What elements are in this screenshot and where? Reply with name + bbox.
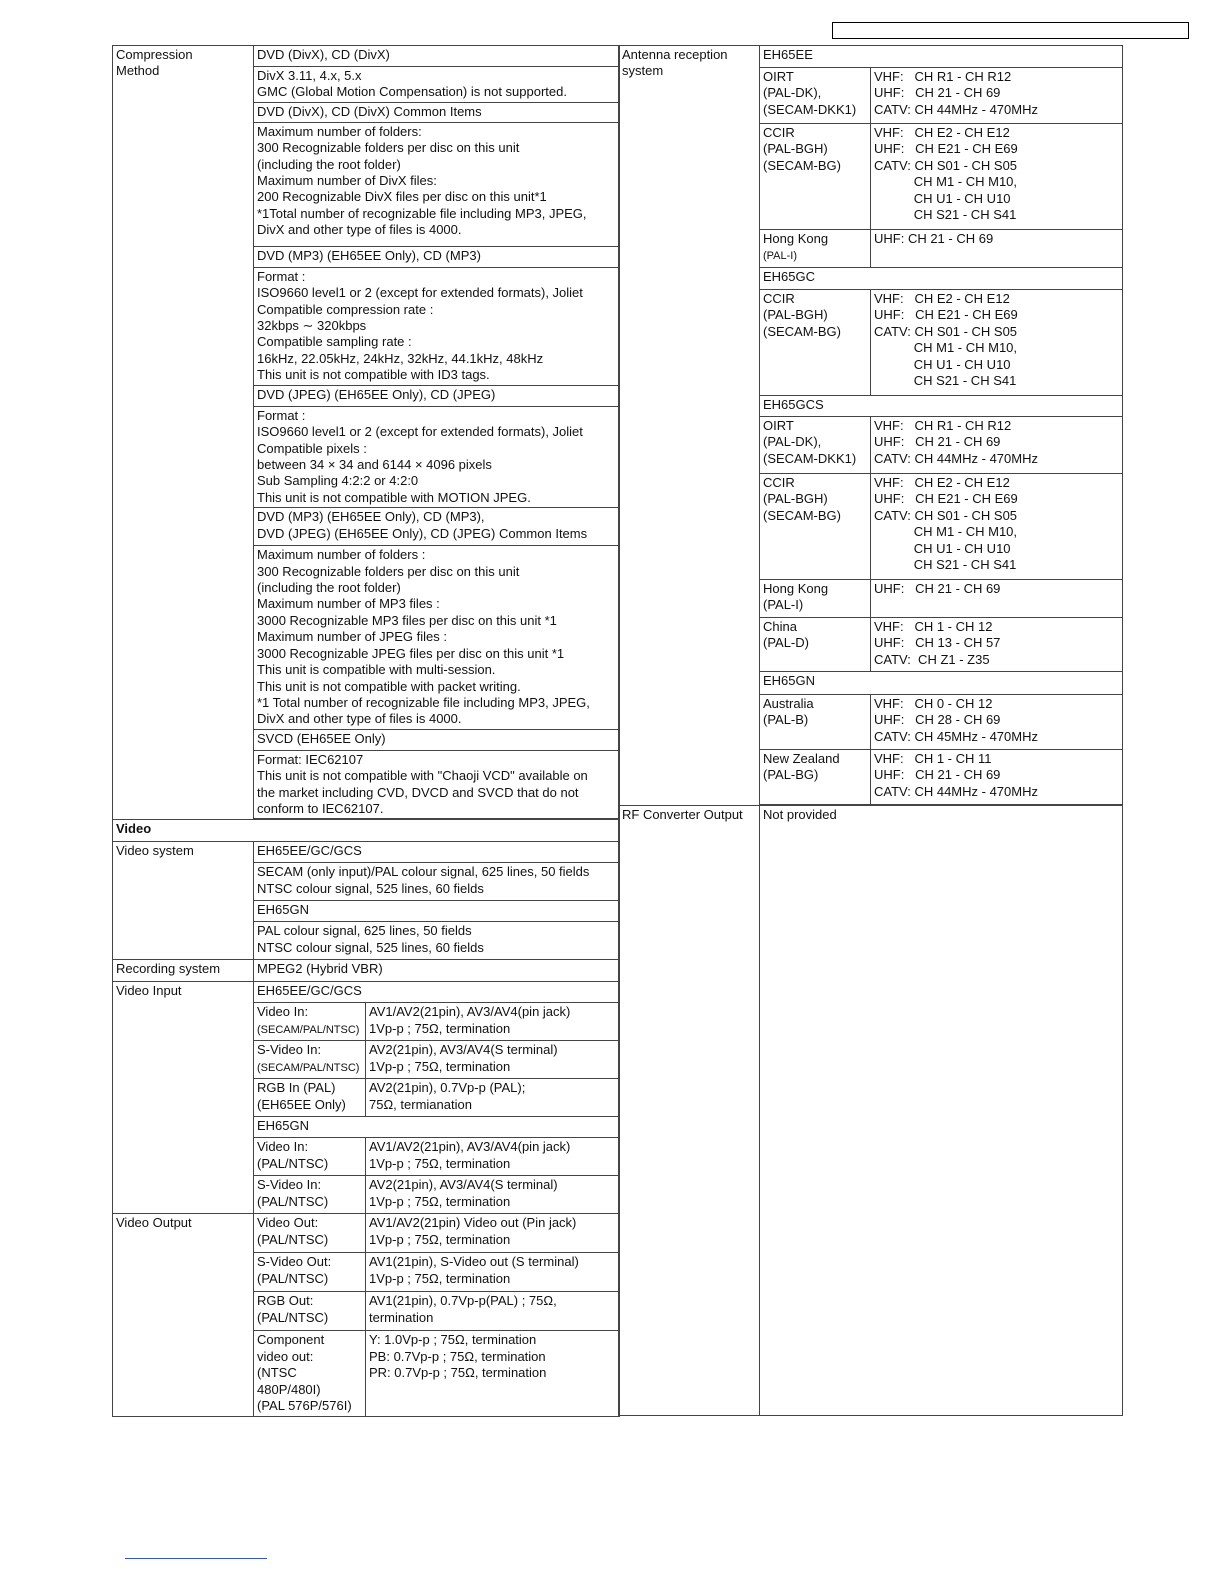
header-box xyxy=(832,22,1189,39)
video-system-body-1: SECAM (only input)/PAL colour signal, 625 lines, 50 fields NTSC colour signal, 525 lines, 60 fields xyxy=(254,863,620,901)
video-input-r3-label: RGB In (PAL) (EH65EE Only) xyxy=(254,1079,366,1117)
gn-r1-label: Australia (PAL-B) xyxy=(760,695,871,750)
video-output-r3-label: RGB Out: (PAL/NTSC) xyxy=(254,1292,366,1331)
gcs-r3-value: UHF: CH 21 - CH 69 xyxy=(871,580,1123,618)
video-section-header: Video xyxy=(113,820,620,842)
ee-r2-value: VHF: CH E2 - CH E12 UHF: CH E21 - CH E69 CATV: CH S01 - CH S05 CH M1 - CH M10, CH U1 - CH U10 CH S21 - CH S41 xyxy=(871,124,1123,230)
rf-converter-value: Not provided xyxy=(760,806,1123,1416)
video-input-model-2: EH65GN xyxy=(254,1117,620,1138)
rf-converter-label: RF Converter Output xyxy=(619,806,760,1416)
video-input-r1-value: AV1/AV2(21pin), AV3/AV4(pin jack) 1Vp-p ; 75Ω, termination xyxy=(366,1003,620,1041)
specs-table-right xyxy=(618,45,1123,1416)
ee-r1-label: OIRT (PAL-DK), (SECAM-DKK1) xyxy=(760,68,871,124)
gcs-r4-label: China (PAL-D) xyxy=(760,618,871,672)
video-system-model-1: EH65EE/GC/GCS xyxy=(254,842,620,863)
video-output-r1-label: Video Out: (PAL/NTSC) xyxy=(254,1214,366,1253)
video-output-r4-value: Y: 1.0Vp-p ; 75Ω, termination PB: 0.7Vp-p ; 75Ω, termination PR: 0.7Vp-p ; 75Ω, termination xyxy=(366,1331,620,1417)
video-system-model-2: EH65GN xyxy=(254,901,620,922)
video-output-r4-label: Component video out: (NTSC 480P/480I) (PAL 576P/576I) xyxy=(254,1331,366,1417)
divx-common-title: DVD (DivX), CD (DivX) Common Items xyxy=(254,102,620,122)
video-input-r2-label: S-Video In: (SECAM/PAL/NTSC) xyxy=(254,1041,366,1079)
footer-line xyxy=(125,1558,267,1559)
video-output-r2-value: AV1(21pin), S-Video out (S terminal) 1Vp-p ; 75Ω, termination xyxy=(366,1253,620,1292)
video-output-r2-label: S-Video Out: (PAL/NTSC) xyxy=(254,1253,366,1292)
video-input-r4-value: AV1/AV2(21pin), AV3/AV4(pin jack) 1Vp-p ; 75Ω, termination xyxy=(366,1138,620,1176)
ee-title: EH65EE xyxy=(760,46,1123,68)
mp3-body: Format : ISO9660 level1 or 2 (except for extended formats), Joliet Compatible compression rate : 32kbps ∼ 320kbps Compatible sampling rate : 16kHz, 22.05kHz, 24kHz, 32kHz, 44.1kHz, 48kHz This unit is not compatible with ID3 tags. xyxy=(254,267,620,385)
video-output-r1-value: AV1/AV2(21pin) Video out (Pin jack) 1Vp-p ; 75Ω, termination xyxy=(366,1214,620,1253)
antenna-label: Antenna reception system xyxy=(619,46,760,806)
gn-r1-value: VHF: CH 0 - CH 12 UHF: CH 28 - CH 69 CATV: CH 45MHz - 470MHz xyxy=(871,695,1123,750)
gcs-title: EH65GCS xyxy=(760,396,1123,417)
video-input-label: Video Input xyxy=(113,982,254,1214)
gcs-r1-value: VHF: CH R1 - CH R12 UHF: CH 21 - CH 69 CATV: CH 44MHz - 470MHz xyxy=(871,417,1123,474)
video-output-r3-value: AV1(21pin), 0.7Vp-p(PAL) ; 75Ω, termination xyxy=(366,1292,620,1331)
gcs-r3-label: Hong Kong (PAL-I) xyxy=(760,580,871,618)
divx-versions: DivX 3.11, 4.x, 5.x GMC (Global Motion Compensation) is not supported. xyxy=(254,67,620,103)
gn-r2-label: New Zealand (PAL-BG) xyxy=(760,750,871,805)
video-input-r3-value: AV2(21pin), 0.7Vp-p (PAL); 75Ω, termianation xyxy=(366,1079,620,1117)
recording-system-label: Recording system xyxy=(113,960,254,982)
jpeg-body: Format : ISO9660 level1 or 2 (except for extended formats), Joliet Compatible pixels : between 34 × 34 and 6144 × 4096 pixels Sub Sampling 4:2:2 or 4:2:0 This unit is not compatible with MOTION JPEG. xyxy=(254,406,620,507)
gc-title: EH65GC xyxy=(760,268,1123,290)
ee-r1-value: VHF: CH R1 - CH R12 UHF: CH 21 - CH 69 CATV: CH 44MHz - 470MHz xyxy=(871,68,1123,124)
svcd-title: SVCD (EH65EE Only) xyxy=(254,729,620,750)
ee-r3-value: UHF: CH 21 - CH 69 xyxy=(871,230,1123,268)
gcs-r4-value: VHF: CH 1 - CH 12 UHF: CH 13 - CH 57 CATV: CH Z1 - Z35 xyxy=(871,618,1123,672)
video-input-r1-format: (SECAM/PAL/NTSC) xyxy=(257,1023,360,1036)
mp3jpeg-common-title: DVD (MP3) (EH65EE Only), CD (MP3), DVD (JPEG) (EH65EE Only), CD (JPEG) Common Items xyxy=(254,508,620,546)
specs-table-left xyxy=(112,45,620,1417)
video-input-r2-format: (SECAM/PAL/NTSC) xyxy=(257,1061,360,1074)
jpeg-title: DVD (JPEG) (EH65EE Only), CD (JPEG) xyxy=(254,385,620,406)
video-output-label: Video Output xyxy=(113,1214,254,1417)
svcd-body: Format: IEC62107 This unit is not compatible with "Chaoji VCD" available on the market including CVD, DVCD and SVCD that do not conform to IEC62107. xyxy=(254,750,620,819)
video-system-body-2: PAL colour signal, 625 lines, 50 fields NTSC colour signal, 525 lines, 60 fields xyxy=(254,922,620,960)
gcs-r2-label: CCIR (PAL-BGH) (SECAM-BG) xyxy=(760,474,871,580)
gcs-r2-value: VHF: CH E2 - CH E12 UHF: CH E21 - CH E69 CATV: CH S01 - CH S05 CH M1 - CH M10, CH U1 - CH U10 CH S21 - CH S41 xyxy=(871,474,1123,580)
divx-title: DVD (DivX), CD (DivX) xyxy=(254,46,620,67)
gc-r1-value: VHF: CH E2 - CH E12 UHF: CH E21 - CH E69 CATV: CH S01 - CH S05 CH M1 - CH M10, CH U1 - CH U10 CH S21 - CH S41 xyxy=(871,290,1123,396)
video-input-r5-label: S-Video In: (PAL/NTSC) xyxy=(254,1176,366,1214)
video-input-r1-label: Video In: (SECAM/PAL/NTSC) xyxy=(254,1003,366,1041)
ee-r2-label: CCIR (PAL-BGH) (SECAM-BG) xyxy=(760,124,871,230)
video-input-r2-value: AV2(21pin), AV3/AV4(S terminal) 1Vp-p ; 75Ω, termination xyxy=(366,1041,620,1079)
compression-label: Compression Method xyxy=(113,46,254,820)
mp3-title: DVD (MP3) (EH65EE Only), CD (MP3) xyxy=(254,246,620,267)
gn-r2-value: VHF: CH 1 - CH 11 UHF: CH 21 - CH 69 CATV: CH 44MHz - 470MHz xyxy=(871,750,1123,805)
gn-title: EH65GN xyxy=(760,672,1123,695)
video-system-label: Video system xyxy=(113,842,254,960)
gc-r1-label: CCIR (PAL-BGH) (SECAM-BG) xyxy=(760,290,871,396)
gcs-r1-label: OIRT (PAL-DK), (SECAM-DKK1) xyxy=(760,417,871,474)
video-input-r4-label: Video In: (PAL/NTSC) xyxy=(254,1138,366,1176)
divx-common-body: Maximum number of folders: 300 Recognizable folders per disc on this unit (including the root folder) Maximum number of DivX files: 200 Recognizable DivX files per disc on this unit*1 *1Total number of recognizable file including MP3, JPEG, DivX and other type of files is 4000. xyxy=(254,122,620,246)
video-input-model-1: EH65EE/GC/GCS xyxy=(254,982,620,1003)
video-input-r5-value: AV2(21pin), AV3/AV4(S terminal) 1Vp-p ; 75Ω, termination xyxy=(366,1176,620,1214)
ee-r3-format: (PAL-I) xyxy=(763,250,798,263)
ee-r3-label: Hong Kong (PAL-I) xyxy=(760,230,871,268)
mp3jpeg-common-body: Maximum number of folders : 300 Recognizable folders per disc on this unit (including the root folder) Maximum number of MP3 files : 3000 Recognizable MP3 files per disc on this unit *1 Maximum number of JPEG files : 3000 Recognizable JPEG files per disc on this unit *1 This unit is compatible with multi-session. This unit is not compatible with packet writing. *1 Total number of recognizable file including MP3, JPEG, DivX and other type of files is 4000. xyxy=(254,546,620,729)
recording-system-value: MPEG2 (Hybrid VBR) xyxy=(254,960,620,982)
